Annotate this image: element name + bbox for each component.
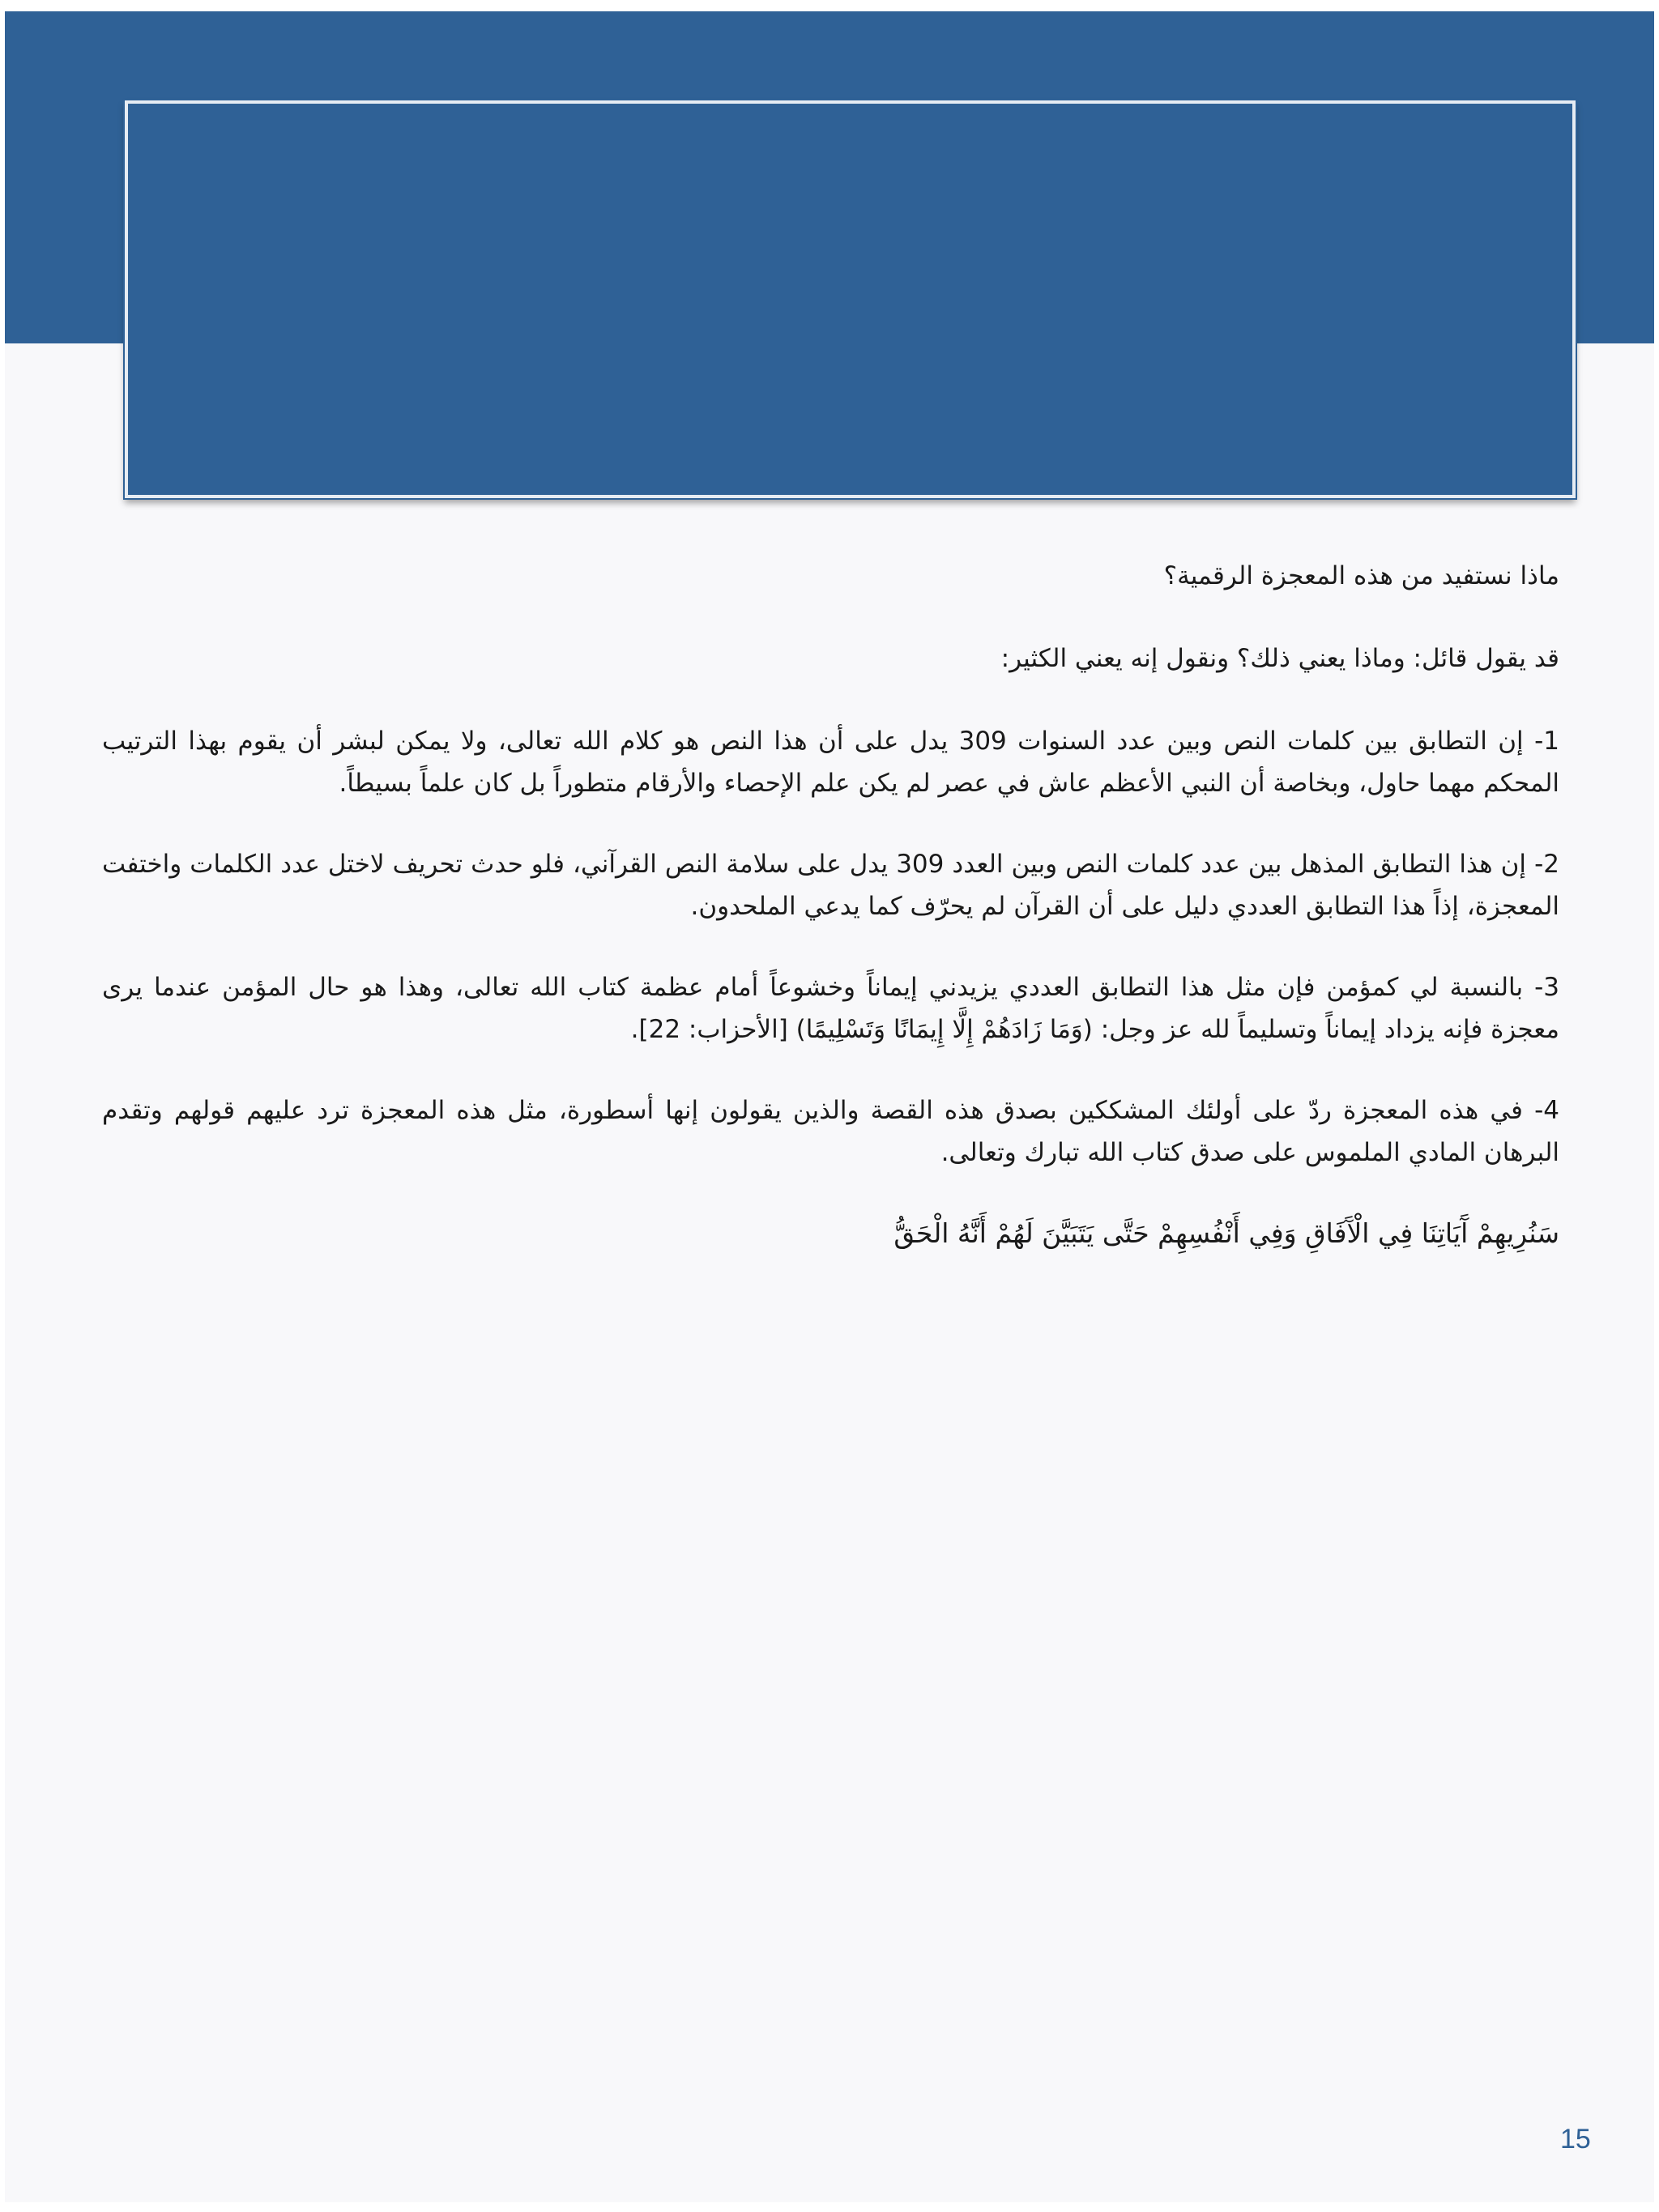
section-question: ماذا نستفيد من هذه المعجزة الرقمية؟ xyxy=(1163,561,1559,590)
header-frame xyxy=(125,100,1576,498)
page-number: 15 xyxy=(1560,2124,1591,2154)
quran-verse: سَنُرِيهِمْ آَيَاتِنَا فِي الْآَفَاقِ وَفِي أَنْفُسِهِمْ حَتَّى يَتَبَيَّنَ لَهُمْ أَنَّهُ الْحَقُّ xyxy=(893,1217,1559,1249)
point-1: 1- إن التطابق بين كلمات النص وبين عدد السنوات 309 يدل على أن هذا النص هو كلام الله تعالى، ولا يمكن لبشر أن يقوم بهذا الترتيب المحكم مهما حاول، وبخاصة أن النبي الأعظم عاش في عصر لم يكن علم الإحصاء والأرقام متطوراً بل كان علماً بسيطاً. xyxy=(102,727,1559,798)
point-2: 2- إن هذا التطابق المذهل بين عدد كلمات النص وبين العدد 309 يدل على سلامة النص القرآني، فلو حدث تحريف لاختل عدد الكلمات واختفت المعجزة، إذاً هذا التطابق العددي دليل على أن القرآن لم يحرّف كما يدعي الملحدون. xyxy=(102,850,1559,921)
article-body xyxy=(102,555,1559,1294)
point-3: 3- بالنسبة لي كمؤمن فإن مثل هذا التطابق العددي يزيدني إيماناً وخشوعاً أمام عظمة كتاب الله تعالى، وهذا هو حال المؤمن عندما يرى معجزة فإنه يزداد إيماناً وتسليماً لله عز وجل: (وَمَا زَادَهُمْ إِلَّا إِيمَانًا وَتَسْلِيمًا) [الأحزاب: 22]. xyxy=(102,973,1559,1044)
point-4: 4- في هذه المعجزة ردّ على أولئك المشككين بصدق هذه القصة والذين يقولون إنها أسطورة، مثل هذه المعجزة ترد عليهم قولهم وتقدم البرهان المادي الملموس على صدق كتاب الله تبارك وتعالى. xyxy=(102,1096,1559,1167)
section-intro: قد يقول قائل: وماذا يعني ذلك؟ ونقول إنه يعني الكثير: xyxy=(1000,644,1559,673)
